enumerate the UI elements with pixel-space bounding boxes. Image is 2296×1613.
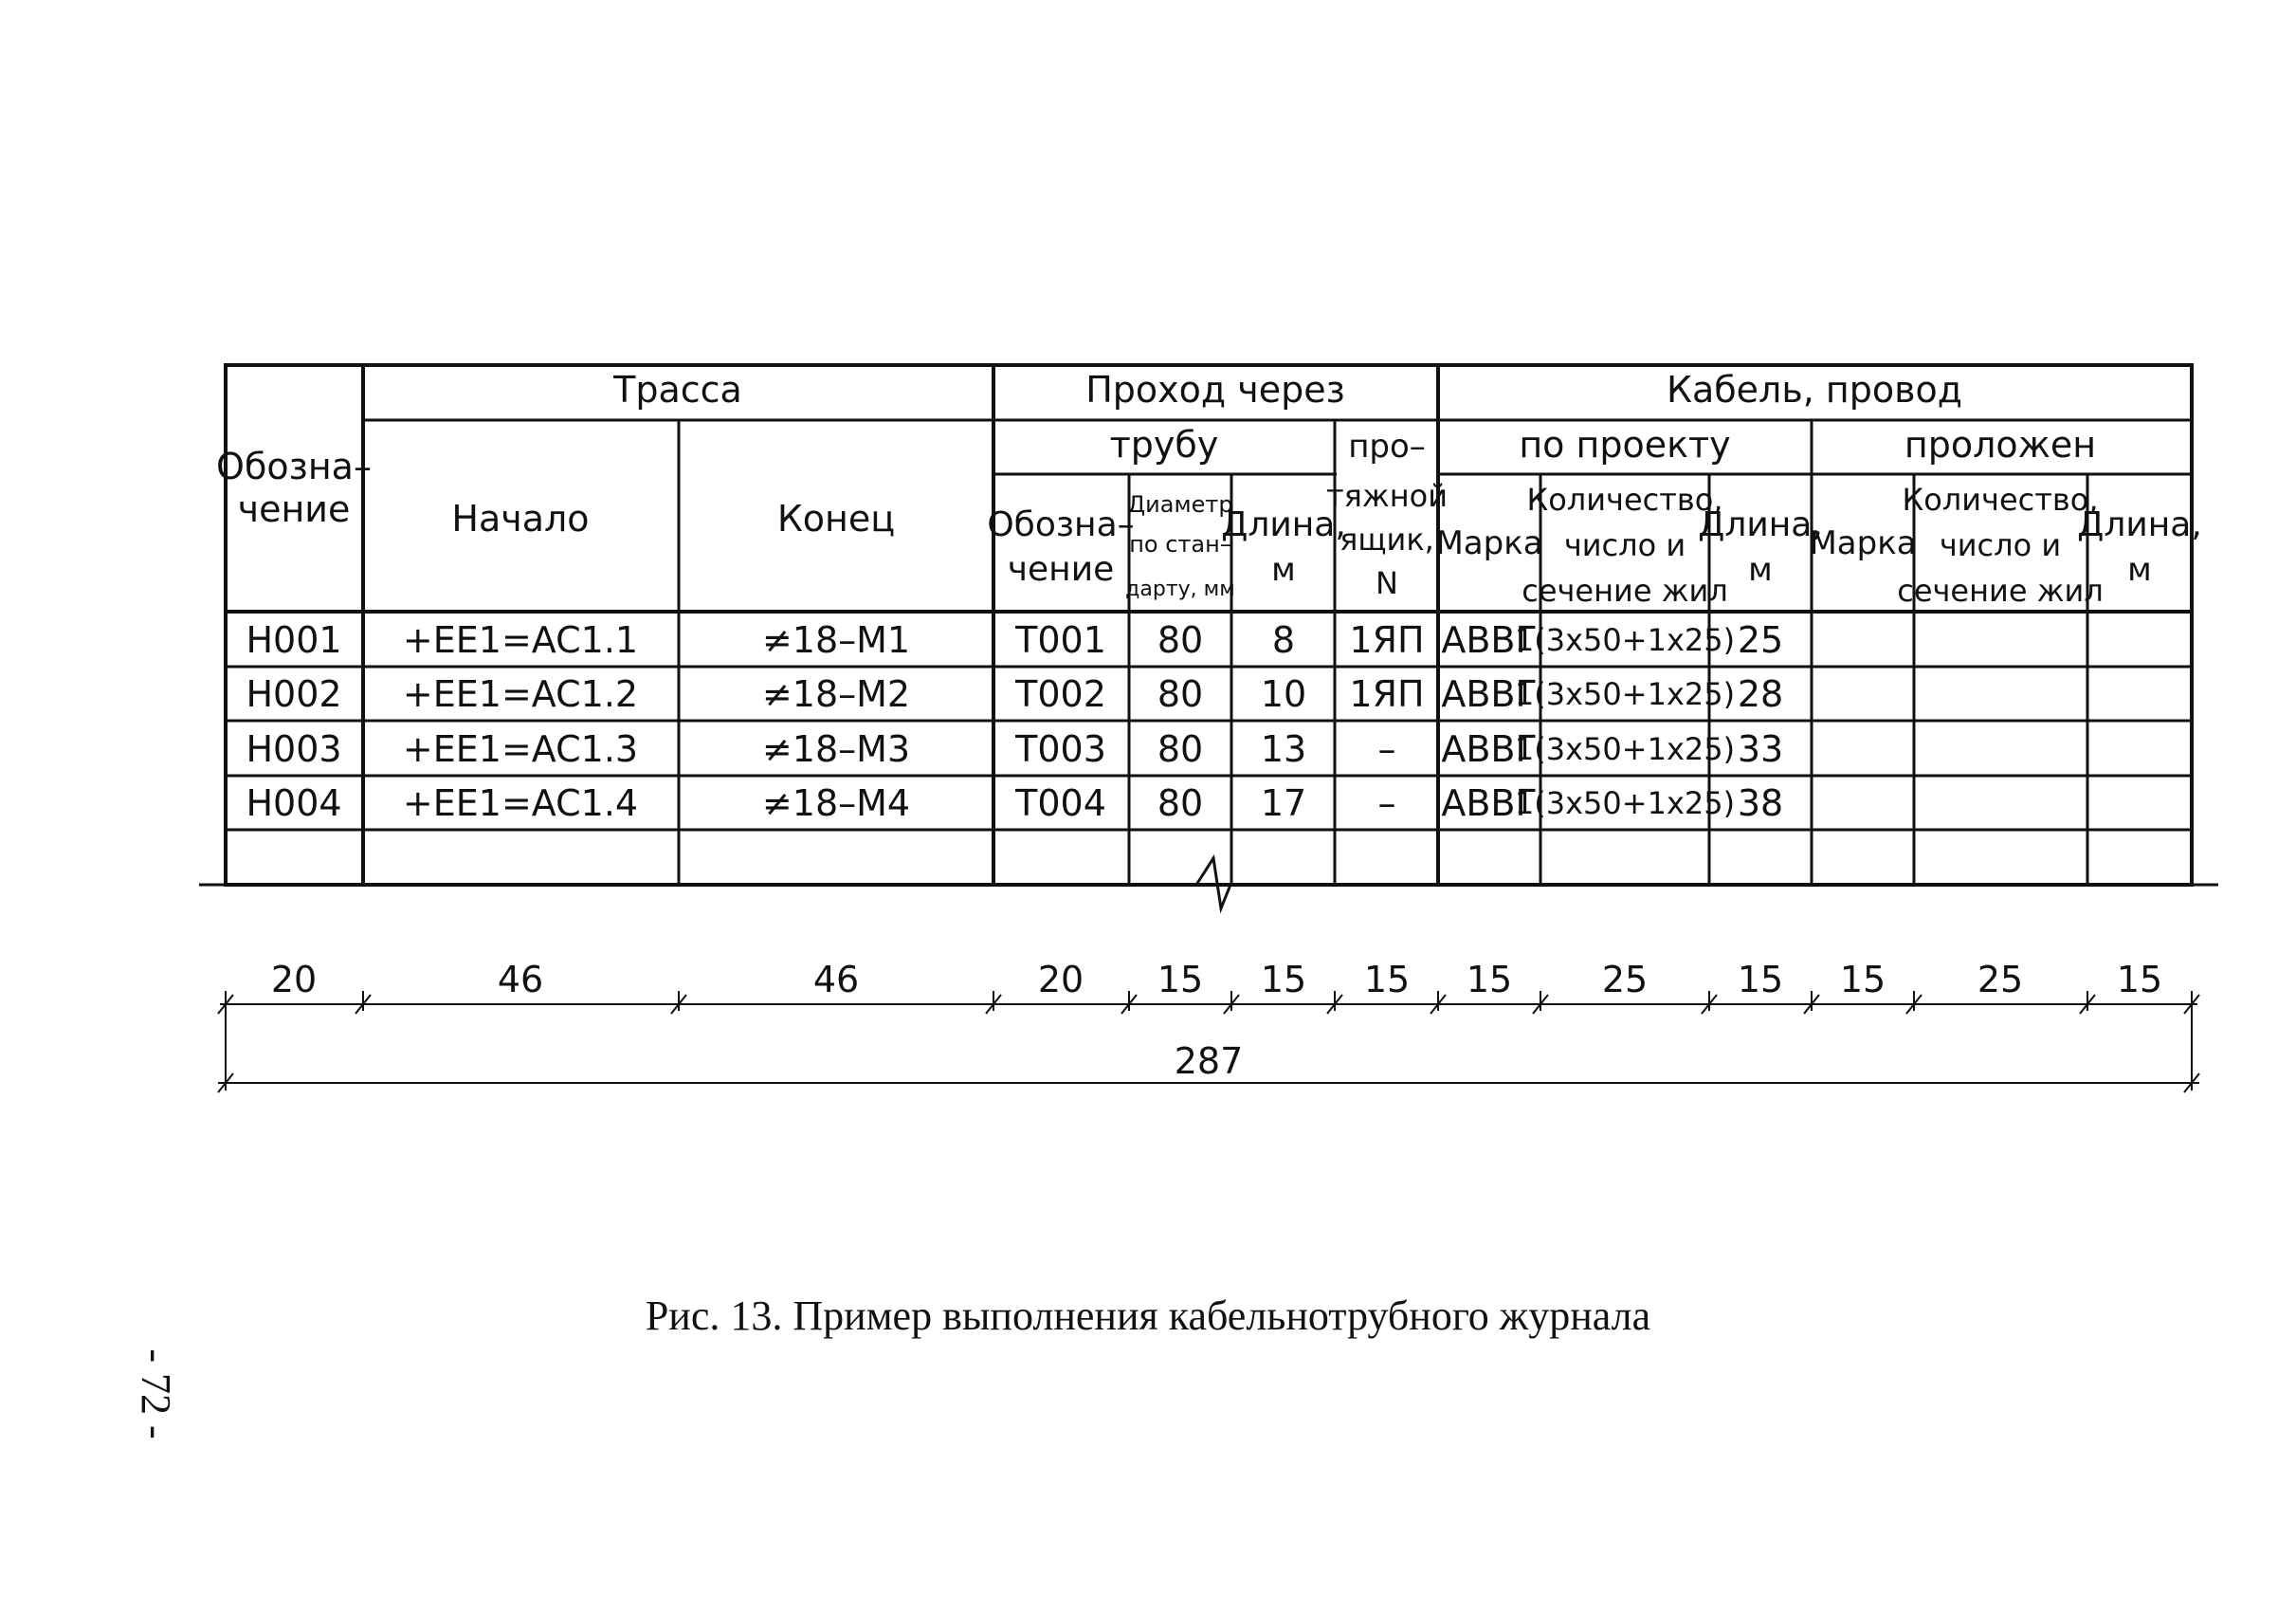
cell-diameter: 80: [1157, 728, 1204, 770]
cell-designation: H003: [246, 728, 342, 770]
cell-start: +EE1=AC1.2: [402, 673, 639, 715]
cell-start: +EE1=AC1.4: [402, 782, 639, 824]
cell-cores: 1(3x50+1x25): [1514, 785, 1736, 821]
header-protyazhnoy-3: ящик,: [1339, 522, 1434, 558]
dimension-label: 15: [1363, 959, 1411, 1000]
cell-cable-length: 28: [1737, 673, 1784, 715]
cell-brand: АВВГ: [1441, 619, 1538, 661]
header-kolichestvo-2a: Количество,: [1902, 482, 2099, 518]
header-nachalo: Начало: [451, 498, 590, 540]
table-row: [246, 728, 1783, 770]
header-dlina-kabel-1: Длина,: [1698, 505, 1823, 544]
header-konets: Конец: [776, 498, 896, 540]
cell-pipe-designation: T003: [1015, 728, 1106, 770]
cell-pipe-designation: T001: [1015, 619, 1106, 661]
header-kolichestvo-1a: Количество,: [1526, 482, 1723, 518]
dimension-label: 15: [2116, 959, 2163, 1000]
header-kolichestvo-1c: сечение жил: [1522, 573, 1728, 609]
cell-diameter: 80: [1157, 619, 1204, 661]
header-dlina-1: Длина,: [1221, 505, 1346, 544]
cell-end: ≠18–M1: [761, 619, 911, 661]
cell-end: ≠18–M4: [761, 782, 911, 824]
table-row: [246, 673, 1783, 715]
dimension-label: 46: [812, 959, 860, 1000]
header-oboznachenie-1: Обозна–: [216, 446, 372, 487]
header-kolichestvo-2c: сечение жил: [1897, 573, 2104, 609]
cell-cores: 1(3x50+1x25): [1514, 676, 1736, 712]
dimension-label: 46: [497, 959, 544, 1000]
cell-pipe-length: 10: [1260, 673, 1307, 715]
header-kolichestvo-1b: число и: [1563, 527, 1686, 563]
header-pipe-oboznachenie-2: чение: [1007, 550, 1115, 589]
table-row: [246, 619, 1783, 661]
cell-designation: H002: [246, 673, 342, 715]
cell-pipe-length: 17: [1260, 782, 1307, 824]
cell-cores: 1(3x50+1x25): [1514, 731, 1736, 767]
cell-designation: H004: [246, 782, 342, 824]
header-dlina-prolozhen-1: Длина,: [2077, 505, 2202, 544]
cell-cable-length: 38: [1737, 782, 1784, 824]
header-diametr-1: Диаметр: [1127, 491, 1233, 518]
dimension-label: 20: [1037, 959, 1084, 1000]
header-kolichestvo-2b: число и: [1939, 527, 2062, 563]
header-protyazhnoy-4: N: [1376, 565, 1398, 601]
dimension-label: 15: [1737, 959, 1784, 1000]
total-width-label: 287: [1174, 1040, 1244, 1082]
header-protyazhnoy-2: тяжной: [1325, 478, 1449, 514]
header-dlina-prolozhen-2: м: [2127, 551, 2152, 589]
header-kabel: Кабель, провод: [1666, 369, 1963, 411]
figure-caption: Рис. 13. Пример выполнения кабельнотрубного журнала: [645, 1292, 1651, 1339]
header-protyazhnoy-1: про–: [1348, 428, 1426, 466]
header-prokhod: Проход через: [1085, 369, 1345, 411]
cell-pipe-designation: T004: [1015, 782, 1106, 824]
cell-box: 1ЯП: [1349, 673, 1425, 715]
header-po-proektu: по проекту: [1519, 424, 1731, 466]
header-diametr-3: дарту, мм: [1125, 577, 1235, 601]
cell-pipe-length: 13: [1260, 728, 1307, 770]
cell-cable-length: 25: [1737, 619, 1784, 661]
table-row: [246, 782, 1783, 824]
cell-start: +EE1=AC1.1: [402, 619, 639, 661]
cell-end: ≠18–M2: [761, 673, 911, 715]
cell-box: 1ЯП: [1349, 619, 1425, 661]
dimension-label: 15: [1839, 959, 1886, 1000]
cell-designation: H001: [246, 619, 342, 661]
dimension-label: 20: [270, 959, 318, 1000]
cell-diameter: 80: [1157, 673, 1204, 715]
header-marka-1: Марка: [1435, 524, 1543, 562]
header-trassa: Трасса: [613, 369, 742, 411]
cell-cores: 1(3x50+1x25): [1514, 622, 1736, 658]
dimension-label: 15: [1157, 959, 1204, 1000]
header-trubu: трубу: [1109, 424, 1219, 466]
page-number: - 72 -: [133, 1348, 179, 1439]
dimension-label: 25: [1977, 959, 2024, 1000]
cell-brand: АВВГ: [1441, 728, 1538, 770]
cell-pipe-designation: T002: [1015, 673, 1106, 715]
header-marka-2: Марка: [1809, 524, 1917, 562]
column-dimensions: [271, 959, 2162, 1082]
cell-brand: АВВГ: [1441, 782, 1538, 824]
cell-start: +EE1=AC1.3: [402, 728, 639, 770]
cell-diameter: 80: [1157, 782, 1204, 824]
header-pipe-oboznachenie-1: Обозна–: [987, 505, 1135, 544]
dimension-label: 15: [1466, 959, 1513, 1000]
dimension-label: 15: [1260, 959, 1307, 1000]
header-prolozhen: проложен: [1904, 424, 2097, 466]
cell-brand: АВВГ: [1441, 673, 1538, 715]
header-dlina-2: м: [1271, 551, 1296, 589]
dimension-label: 25: [1601, 959, 1649, 1000]
header-oboznachenie-2: чение: [237, 488, 351, 530]
cell-box: –: [1377, 728, 1396, 770]
cell-pipe-length: 8: [1271, 619, 1296, 661]
cell-box: –: [1377, 782, 1396, 824]
cell-end: ≠18–M3: [761, 728, 911, 770]
header-diametr-2: по стан–: [1129, 531, 1231, 558]
header-dlina-kabel-2: м: [1748, 551, 1773, 589]
cell-cable-length: 33: [1737, 728, 1784, 770]
